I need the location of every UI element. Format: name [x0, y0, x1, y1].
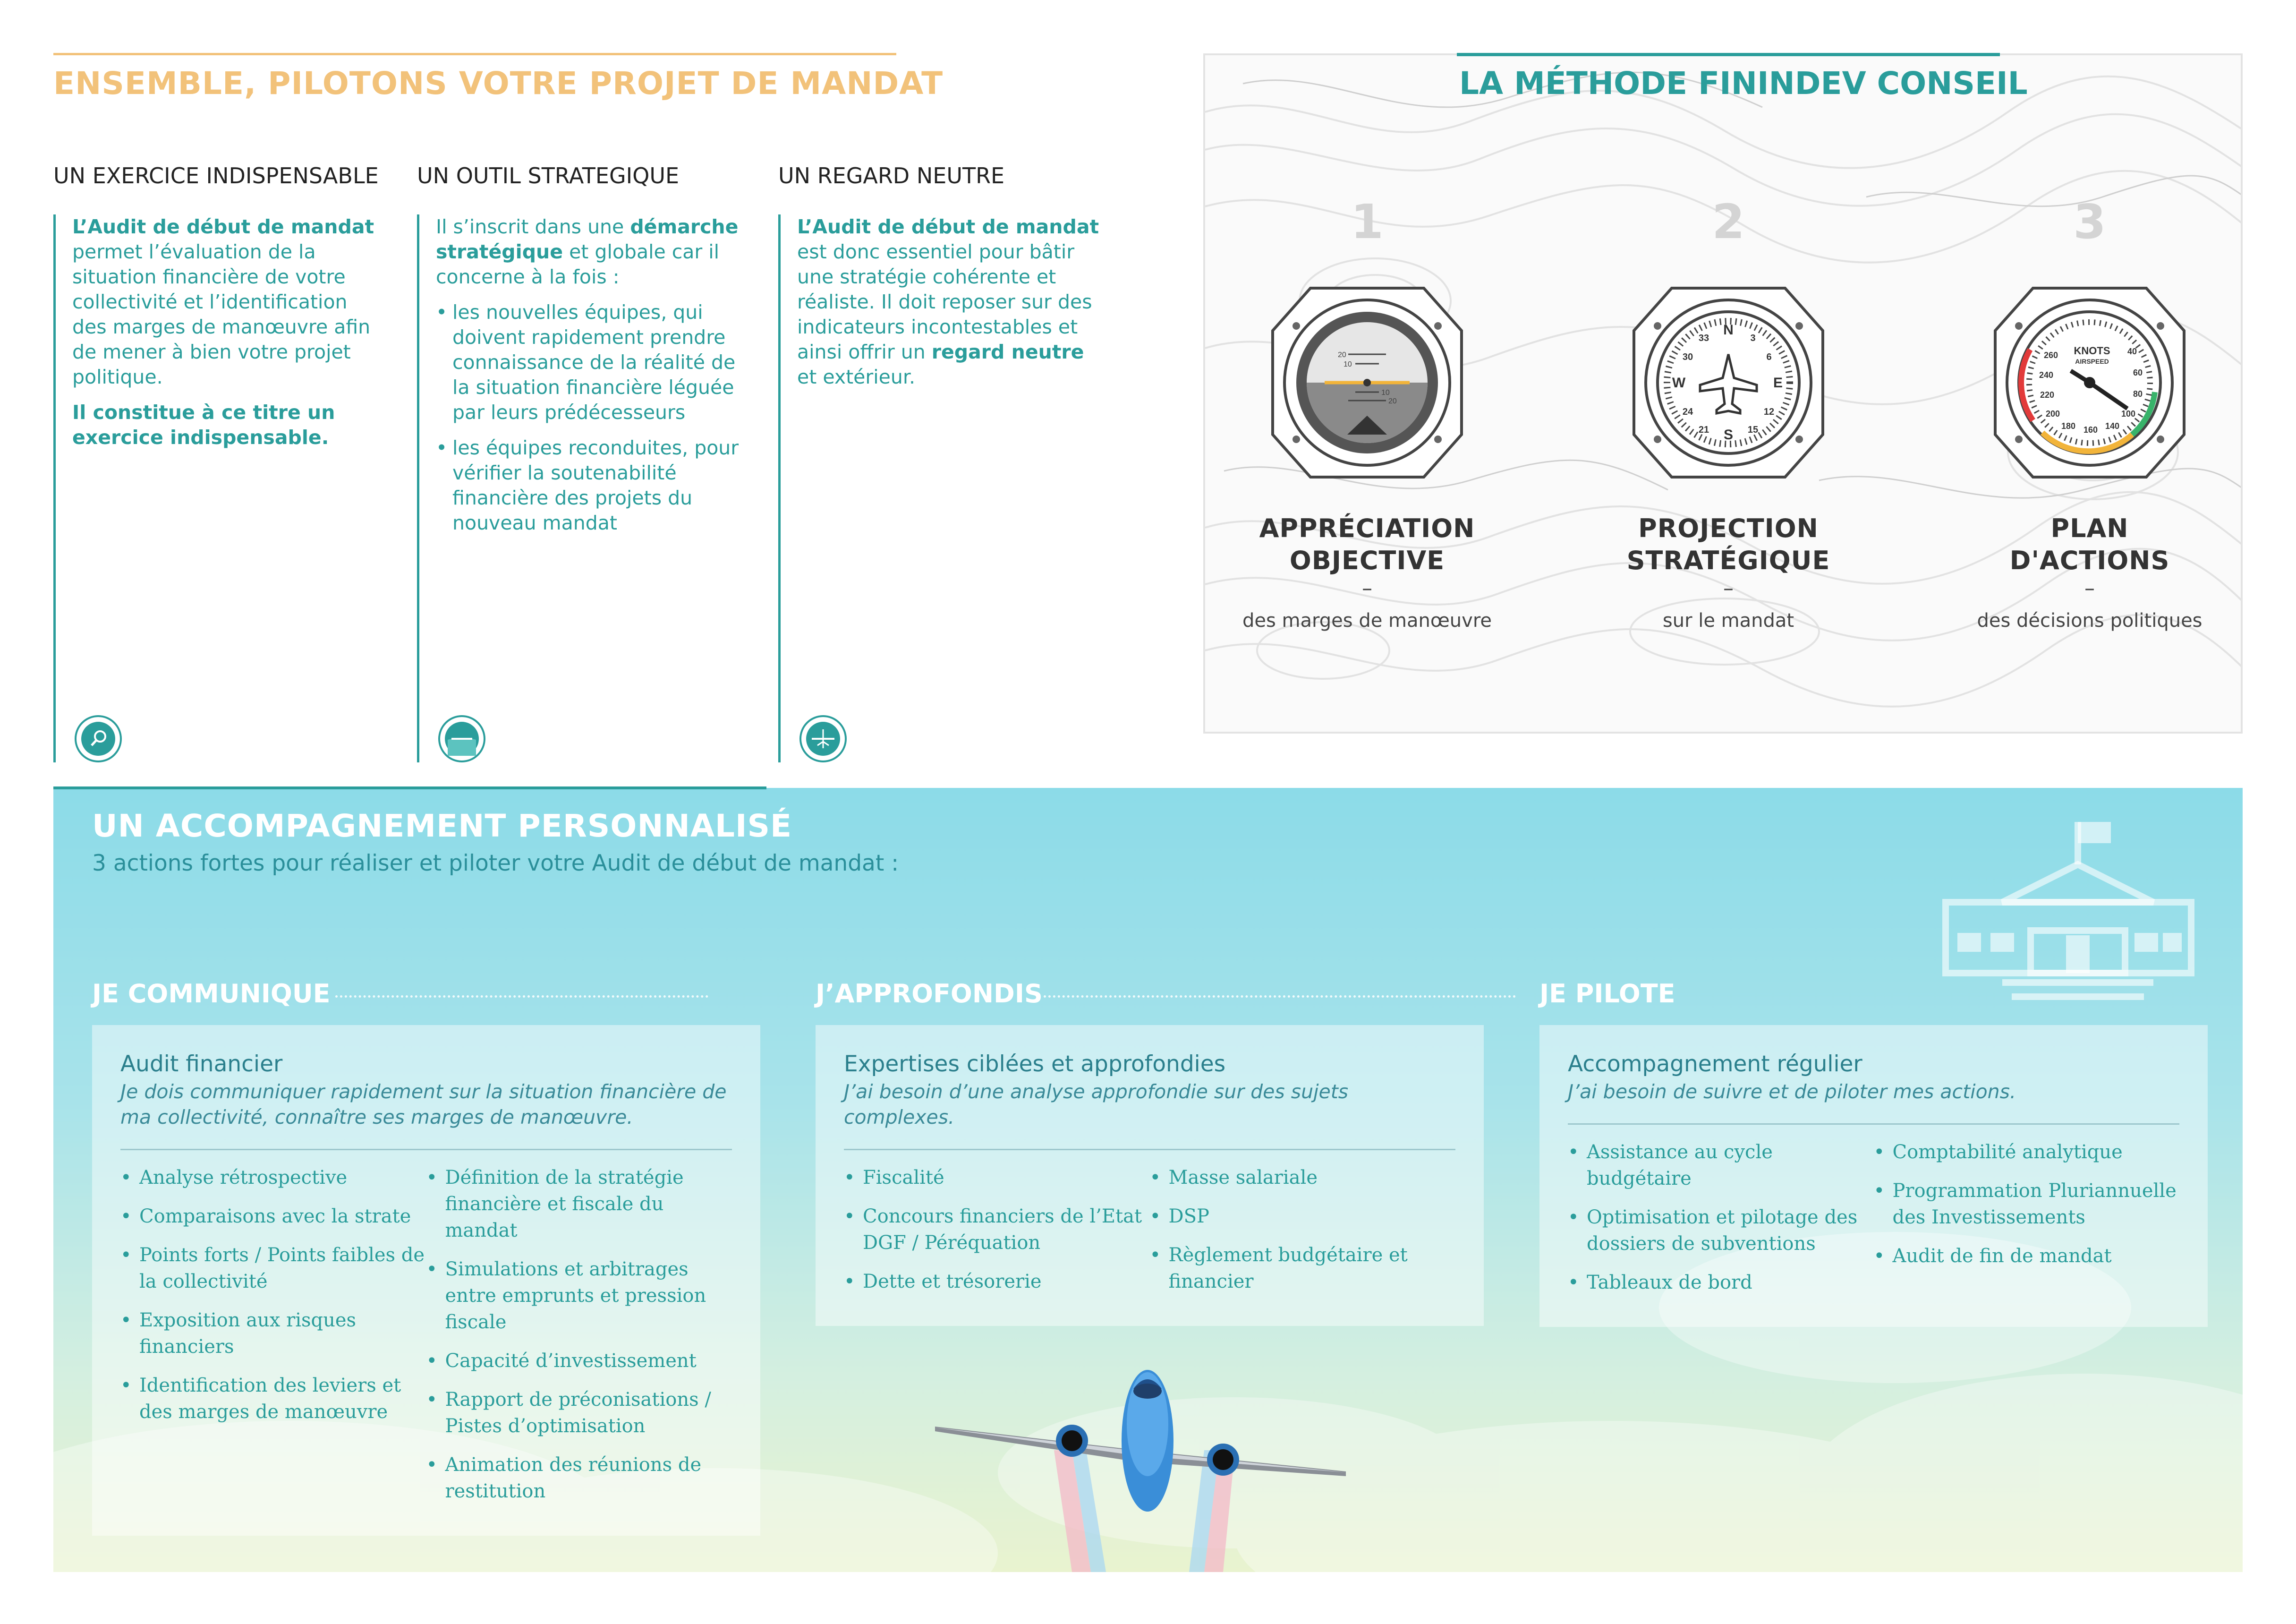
- paragraph: [797, 214, 1104, 390]
- heading-indicator-gauge: [1629, 279, 1828, 487]
- text: est donc essentiel pour bâtir une stratégie cohérente et réaliste. Il doit reposer sur des indicateurs incontestables et ainsi offrir un: [797, 240, 1092, 363]
- gauge-label: N: [1723, 322, 1734, 338]
- section-rule: [53, 53, 896, 55]
- service-list: [426, 1164, 732, 1517]
- paragraph: [72, 400, 379, 450]
- dotted-divider: [1044, 995, 1516, 998]
- attitude-indicator-gauge: [1268, 279, 1466, 487]
- bold-text: Il constitue à ce titre un exercice indispensable.: [72, 401, 335, 449]
- card-title: Accompagnement régulier: [1568, 1051, 1862, 1077]
- service-list: [1874, 1139, 2180, 1308]
- step-number: 3: [2073, 194, 2106, 249]
- gauge-label: 3: [1750, 333, 1756, 343]
- section-title: ENSEMBLE, PILOTONS VOTRE PROJET DE MANDAT: [53, 65, 944, 102]
- offer-card-pilote: [1539, 1025, 2208, 1327]
- list-item: • Tableaux de bord: [1568, 1269, 1874, 1296]
- section-heading-communique: JE COMMUNIQUE: [92, 979, 331, 1009]
- gauge-label: 24: [1682, 407, 1693, 417]
- gauge-label: E: [1773, 375, 1783, 391]
- support-subtitle: 3 actions fortes pour réaliser et piloter votre Audit de début de mandat :: [92, 850, 899, 876]
- step-subtitle: des décisions politiques: [1977, 610, 2202, 632]
- column-body: [778, 214, 1104, 762]
- magnifier-icon: [75, 715, 122, 762]
- method-title: LA MÉTHODE FININDEV CONSEIL: [1459, 65, 2028, 102]
- gauge-label: 10: [1344, 360, 1352, 368]
- step-number: 1: [1351, 194, 1384, 249]
- attitude-indicator-icon: [799, 715, 847, 762]
- card-divider: [120, 1149, 732, 1150]
- gauge-label: 80: [2133, 389, 2143, 399]
- support-rule: [53, 786, 766, 789]
- method-step-2: [1563, 194, 1894, 632]
- column-heading: UN REGARD NEUTRE: [778, 163, 1005, 188]
- gauge-label: 200: [2045, 409, 2060, 419]
- gauge-label: KNOTS: [2074, 345, 2110, 357]
- intro-column-3: [778, 163, 1104, 762]
- town-hall-icon: [1936, 812, 2201, 1011]
- gauge-label: 140: [2105, 421, 2120, 431]
- list-item: • Rapport de préconisations / Pistes d’optimisation: [426, 1386, 732, 1439]
- bold-text: regard neutre: [931, 341, 1084, 363]
- list-item: • Points forts / Points faibles de la collectivité: [120, 1242, 426, 1295]
- horizon-icon: [438, 715, 485, 762]
- text: Il s’inscrit dans une: [436, 215, 630, 238]
- intro-column-2: [417, 163, 743, 762]
- step-title-line-1: PLAN: [2050, 513, 2129, 543]
- list-item: • Optimisation et pilotage des dossiers de subventions: [1568, 1204, 1874, 1257]
- step-title-line-2: STRATÉGIQUE: [1626, 546, 1830, 575]
- intro-column-1: [53, 163, 379, 762]
- list-item: • les équipes reconduites, pour vérifier la soutenabilité financière des projets du nouveau mandat: [436, 436, 743, 536]
- list-item: • Fiscalité: [844, 1164, 1150, 1191]
- card-description: J’ai besoin de suivre et de piloter mes actions.: [1568, 1080, 2016, 1103]
- list-item: • Comparaisons avec la strate: [120, 1203, 426, 1230]
- gauge-label: 20: [1388, 397, 1397, 405]
- section-heading-approfondis: J’APPROFONDIS: [816, 979, 1043, 1009]
- card-divider: [1568, 1123, 2179, 1125]
- column-body: [417, 214, 743, 762]
- paragraph: [72, 214, 379, 390]
- method-step-3: [1924, 194, 2255, 632]
- list-item: • Masse salariale: [1150, 1164, 1456, 1191]
- gauge-label: 10: [1381, 389, 1390, 397]
- list-item: • Comptabilité analytique: [1874, 1139, 2180, 1165]
- gauge-label: 180: [2061, 421, 2076, 431]
- gauge-label: 30: [1682, 352, 1693, 362]
- gauge-label: 60: [2133, 368, 2143, 377]
- gauge-label: AIRSPEED: [2075, 358, 2109, 365]
- step-title-line-1: APPRÉCIATION: [1259, 513, 1475, 543]
- list-item: • Programmation Pluriannuelle des Investissements: [1874, 1178, 2180, 1231]
- service-list: [844, 1164, 1150, 1307]
- step-dash: –: [1362, 576, 1372, 600]
- service-list: [1568, 1139, 1874, 1308]
- offer-card-communique: [92, 1025, 760, 1536]
- bullet-list: [436, 300, 743, 536]
- text: et extérieur.: [797, 366, 915, 388]
- column-body: [53, 214, 379, 762]
- column-heading: UN EXERCICE INDISPENSABLE: [53, 163, 379, 188]
- gauge-label: 220: [2040, 390, 2055, 400]
- list-item: • Analyse rétrospective: [120, 1164, 426, 1191]
- step-title-line-2: D'ACTIONS: [2009, 546, 2170, 575]
- gauge-label: 240: [2039, 370, 2054, 380]
- card-title: Audit financier: [120, 1051, 283, 1077]
- bold-text: démarche stratégique: [436, 215, 739, 263]
- list-item: • Identification des leviers et des marges de manœuvre: [120, 1372, 426, 1425]
- gauge-label: 33: [1698, 333, 1709, 343]
- gauge-label: 260: [2043, 350, 2058, 360]
- paragraph: [436, 214, 743, 290]
- step-dash: –: [1723, 576, 1734, 600]
- gauge-label: 21: [1698, 425, 1709, 435]
- list-item: • Animation des réunions de restitution: [426, 1452, 732, 1504]
- step-subtitle: des marges de manœuvre: [1242, 610, 1492, 632]
- method-rule: [1457, 53, 2000, 56]
- list-item: • Dette et trésorerie: [844, 1268, 1150, 1295]
- gauge-label: 6: [1766, 352, 1772, 362]
- step-number: 2: [1712, 194, 1745, 249]
- list-item: • Simulations et arbitrages entre emprunts et pression fiscale: [426, 1256, 732, 1335]
- list-item: • DSP: [1150, 1203, 1456, 1230]
- gauge-label: W: [1672, 375, 1686, 391]
- gauge-label: 20: [1338, 351, 1346, 359]
- list-item: • Audit de fin de mandat: [1874, 1243, 2180, 1269]
- card-divider: [844, 1149, 1455, 1150]
- gauge-label: S: [1723, 427, 1734, 443]
- step-title-line-2: OBJECTIVE: [1289, 546, 1445, 575]
- list-item: • Concours financiers de l’Etat DGF / Péréquation: [844, 1203, 1150, 1256]
- service-list: [1150, 1164, 1456, 1307]
- offer-card-approfondis: [816, 1025, 1484, 1326]
- gauge-label: 100: [2121, 409, 2136, 419]
- section-heading-pilote: JE PILOTE: [1539, 979, 1675, 1009]
- list-item: • Exposition aux risques financiers: [120, 1307, 426, 1360]
- support-title: UN ACCOMPAGNEMENT PERSONNALISÉ: [92, 808, 792, 844]
- list-item: • les nouvelles équipes, qui doivent rapidement prendre connaissance de la réalité de la situation financière léguée par leurs prédécesseurs: [436, 300, 743, 425]
- card-description: J’ai besoin d’une analyse approfondie sur des sujets complexes.: [844, 1080, 1349, 1128]
- list-item: • Assistance au cycle budgétaire: [1568, 1139, 1874, 1192]
- step-title-line-1: PROJECTION: [1638, 513, 1819, 543]
- step-subtitle: sur le mandat: [1662, 610, 1794, 632]
- list-item: • Règlement budgétaire et financier: [1150, 1242, 1456, 1295]
- gauge-label: 160: [2083, 425, 2098, 435]
- gauge-label: 12: [1763, 407, 1775, 417]
- column-heading: UN OUTIL STRATEGIQUE: [417, 163, 680, 188]
- card-title: Expertises ciblées et approfondies: [844, 1051, 1226, 1077]
- step-dash: –: [2084, 576, 2095, 600]
- airspeed-indicator-gauge: [1990, 279, 2189, 487]
- list-item: • Définition de la stratégie financière et fiscale du mandat: [426, 1164, 732, 1244]
- method-step-1: [1202, 194, 1532, 632]
- list-item: • Capacité d’investissement: [426, 1348, 732, 1374]
- bold-text: L’Audit de début de mandat: [797, 215, 1099, 238]
- text: permet l’évaluation de la situation financière de votre collectivité et l’identification des marges de manœuvre afin de mener à bien votre projet politique.: [72, 240, 371, 388]
- text: et globale car il concerne à la fois :: [436, 240, 720, 288]
- service-list: [120, 1164, 426, 1517]
- gauge-label: 40: [2127, 347, 2137, 356]
- bold-text: L’Audit de début de mandat: [72, 215, 374, 238]
- card-description: Je dois communiquer rapidement sur la situation financière de ma collectivité, connaître ses marges de manœuvre.: [120, 1080, 727, 1128]
- airplane-illustration: [930, 1370, 1374, 1572]
- gauge-label: 15: [1747, 425, 1759, 435]
- dotted-divider: [335, 995, 708, 998]
